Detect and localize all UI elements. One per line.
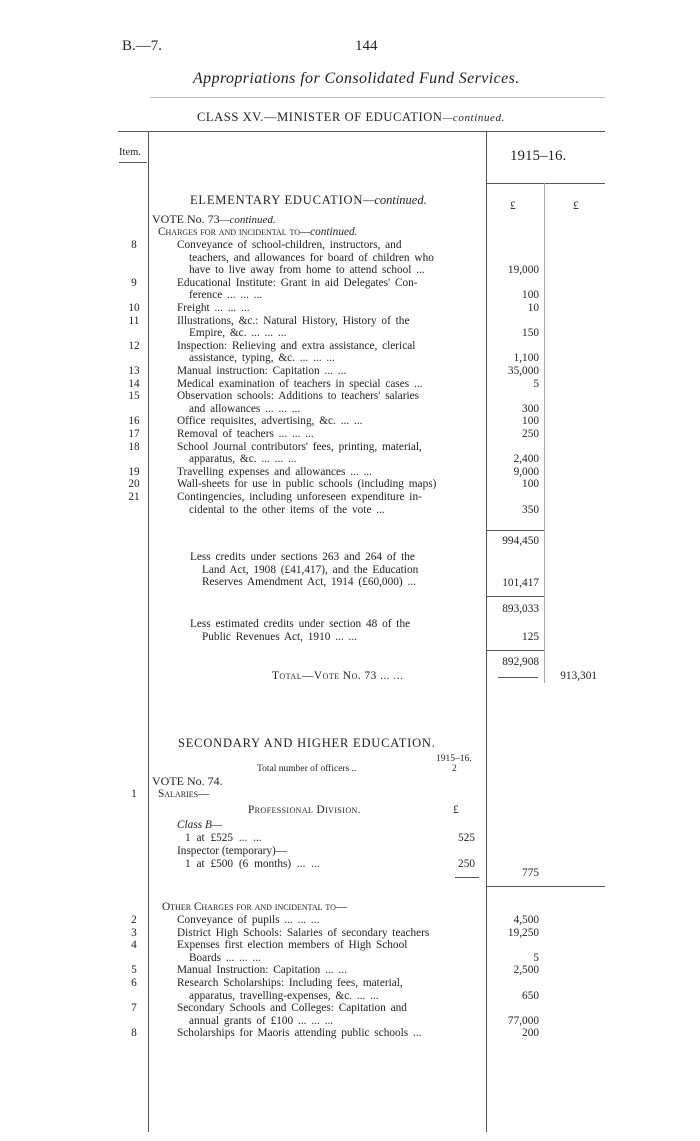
page-title: Appropriations for Consolidated Fund Services.	[193, 70, 520, 87]
elementary-item-number: 15	[128, 390, 140, 403]
class-heading-text: CLASS XV.—MINISTER OF EDUCATION	[197, 110, 443, 124]
elementary-item-number: 14	[128, 377, 140, 390]
elementary-item-text: Manual instruction: Capitation ... ...	[177, 365, 347, 377]
pound-symbol-1: £	[510, 200, 516, 212]
secondary-item-text: Boards ... ... ...	[189, 951, 261, 964]
secondary-item-text: Conveyance of pupils ... ... ...	[177, 914, 320, 926]
professional-division: Professional Division.	[248, 804, 361, 816]
elementary-item-number: 21	[128, 491, 140, 503]
secondary-item-number: 3	[131, 926, 137, 939]
elementary-item-text: assistance, typing, &c. ... ... ...	[189, 352, 335, 365]
salaries-rule	[455, 877, 479, 878]
table-top-rule	[118, 131, 605, 132]
year-header-rule	[486, 183, 605, 184]
elementary-item-text: Travelling expenses and allowances ... ...	[177, 465, 372, 478]
secondary-item-number: 6	[131, 977, 137, 989]
elementary-item-number: 16	[128, 415, 140, 428]
item-column-divider	[148, 132, 149, 1132]
elementary-item-text: Medical examination of teachers in special cases ...	[177, 377, 423, 390]
elementary-heading-cont: —continued.	[363, 193, 427, 207]
less-credits-1-text: Reserves Amendment Act, 1914 (£60,000) ...	[202, 576, 416, 589]
secondary-item-text: annual grants of £100 ... ... ...	[189, 1014, 334, 1027]
elementary-item-text: Office requisites, advertising, &c. ... ...	[177, 415, 363, 428]
elementary-item-text: Contingencies, including unforeseen expenditure in-	[177, 491, 422, 503]
less-credits-2-text: Public Revenues Act, 1910 ... ...	[202, 630, 357, 643]
total-dash	[498, 677, 538, 678]
secondary-item-number: 5	[131, 964, 137, 977]
year-column-header: 1915–16.	[510, 148, 567, 164]
class-heading	[197, 110, 505, 125]
less-credits-1-amount: 101,417	[502, 577, 539, 589]
vote-74-label: VOTE No. 74.	[152, 774, 223, 788]
elementary-item-amount: 300	[522, 402, 539, 415]
secondary-item-amount: 2,500	[513, 964, 539, 977]
charges-text: Charges for and incidental to	[158, 226, 301, 238]
elementary-item-text: Observation schools: Additions to teachers' salaries	[177, 390, 420, 403]
less-credits-1-text: Less credits under sections 263 and 264 of the	[190, 551, 415, 563]
elementary-item-text: and allowances ... ... ...	[189, 402, 301, 415]
elementary-item-amount: 350	[522, 503, 539, 516]
elementary-item-amount: 100	[522, 478, 539, 491]
less-credits-2-text: Less estimated credits under section 48 of the	[190, 618, 411, 630]
salaries-total: 775	[522, 867, 539, 879]
less-credits-1-text: Land Act, 1908 (£41,417), and the Education	[202, 563, 419, 576]
subtotal-2: 893,033	[502, 603, 539, 615]
salary-2-label: 1 at £500 (6 months) ... ...	[185, 858, 320, 870]
pound-symbol-2: £	[573, 200, 579, 212]
officers-count: 2	[452, 764, 457, 774]
document-ref: B.—7.	[122, 38, 163, 54]
elementary-item-text: Conveyance of school-children, instructors, and	[177, 239, 402, 251]
secondary-heading: SECONDARY AND HIGHER EDUCATION.	[178, 736, 436, 750]
elementary-item-amount: 2,400	[513, 453, 539, 466]
class-heading-cont: —continued.	[442, 112, 505, 124]
salary-2-amount: 250	[458, 858, 475, 870]
elementary-item-text: apparatus, &c. ... ... ...	[189, 453, 297, 466]
elementary-item-amount: 250	[522, 428, 539, 440]
secondary-item-amount: 5	[533, 951, 539, 964]
elementary-item-amount: 100	[522, 289, 539, 302]
elementary-heading	[190, 193, 427, 208]
elementary-item-number: 12	[128, 339, 140, 352]
page-number: 144	[355, 38, 378, 54]
other-charges-label: Other Charges for and incidental to—	[162, 901, 348, 913]
secondary-item-text: Scholarships for Maoris attending public schools ...	[177, 1027, 422, 1040]
secondary-item-text: Manual Instruction: Capitation ... ...	[177, 964, 347, 977]
elementary-item-text: Removal of teachers ... ... ...	[177, 428, 314, 440]
secondary-item-text: Research Scholarships: Including fees, material,	[177, 977, 403, 989]
charges-label	[158, 226, 357, 239]
total-vote-73-amount: 913,301	[560, 670, 597, 682]
elementary-item-number: 9	[131, 276, 137, 289]
elementary-item-amount: 100	[522, 415, 539, 428]
elementary-item-number: 11	[128, 314, 140, 327]
vote-73-cont: —continued.	[219, 214, 276, 226]
elementary-item-amount: 150	[522, 327, 539, 340]
elementary-item-number: 20	[128, 478, 140, 491]
secondary-year: 1915–16.	[436, 754, 472, 764]
secondary-item-amount: 19,250	[507, 926, 539, 939]
elementary-item-text: Freight ... ... ...	[177, 302, 250, 314]
secondary-item-number: 2	[131, 914, 137, 926]
elementary-item-text: have to live away from home to attend school ...	[189, 264, 425, 277]
elementary-item-number: 8	[131, 239, 137, 251]
title-rule	[150, 97, 605, 98]
secondary-item-text: District High Schools: Salaries of secondary teachers	[177, 926, 430, 939]
elementary-heading-text: ELEMENTARY EDUCATION	[190, 193, 364, 207]
elementary-item-text: Illustrations, &c.: Natural History, History of the	[177, 314, 410, 327]
secondary-item-text: Expenses first election members of High School	[177, 939, 408, 952]
subtotal3-rule	[487, 650, 544, 651]
secondary-item-amount: 650	[522, 989, 539, 1002]
elementary-item-amount: 19,000	[507, 264, 539, 277]
elementary-item-text: Wall-sheets for use in public schools (including maps)	[177, 478, 437, 491]
officers-label: Total number of officers ..	[257, 764, 357, 774]
elementary-item-amount: 9,000	[513, 465, 539, 478]
secondary-item-text: Secondary Schools and Colleges: Capitation and	[177, 1002, 407, 1015]
salary-1-label: 1 at £525 ... ...	[185, 832, 262, 844]
item-number: 1	[131, 788, 137, 800]
elementary-item-amount: 5	[533, 377, 539, 390]
elementary-item-number: 13	[128, 365, 140, 377]
elementary-item-text: Empire, &c. ... ... ...	[189, 327, 287, 340]
elementary-item-number: 18	[128, 440, 140, 453]
vote-73-label	[152, 212, 276, 227]
pound-symbol-3: £	[453, 804, 459, 816]
elementary-item-text: School Journal contributors' fees, printing, material,	[177, 440, 422, 453]
elementary-item-amount: 1,100	[513, 352, 539, 365]
subtotal2-rule	[487, 596, 544, 597]
elementary-item-number: 10	[128, 302, 140, 314]
secondary-item-text: apparatus, travelling-expenses, &c. ... ...	[189, 989, 379, 1002]
elementary-item-amount: 35,000	[507, 365, 539, 377]
less-credits-2-amount: 125	[522, 631, 539, 643]
secondary-item-amount: 200	[522, 1027, 539, 1040]
class-b-label: Class B—	[177, 819, 222, 831]
charges-cont: —continued.	[300, 226, 358, 238]
elementary-item-text: cidental to the other items of the vote ...	[189, 503, 385, 516]
secondary-item-number: 4	[131, 939, 137, 952]
item-header-rule	[119, 162, 147, 163]
subtotal-3: 892,908	[502, 656, 539, 668]
secondary-item-number: 8	[131, 1027, 137, 1040]
secondary-section-rule	[487, 886, 605, 887]
elementary-item-text: ference ... ... ...	[189, 289, 263, 302]
vote-73-text: VOTE No. 73	[152, 212, 220, 226]
subtotal1-rule	[487, 530, 544, 531]
secondary-item-amount: 4,500	[513, 914, 539, 926]
secondary-item-number: 7	[131, 1002, 137, 1015]
elementary-item-number: 17	[128, 428, 140, 440]
salary-1-amount: 525	[458, 832, 475, 844]
elementary-item-text: teachers, and allowances for board of children who	[189, 251, 434, 264]
inspector-label: Inspector (temporary)—	[177, 845, 288, 857]
subtotal-1: 994,450	[502, 535, 539, 547]
item-column-header: Item.	[119, 147, 141, 158]
elementary-item-amount: 10	[527, 302, 539, 314]
secondary-item-amount: 77,000	[507, 1014, 539, 1027]
elementary-item-text: Educational Institute: Grant in aid Delegates' Con-	[177, 276, 418, 289]
elementary-item-number: 19	[128, 465, 140, 478]
total-vote-73-label: Total—Vote No. 73 ... ...	[272, 670, 404, 682]
salaries-label: Salaries—	[158, 788, 210, 800]
elementary-item-text: Inspection: Relieving and extra assistance, clerical	[177, 339, 416, 352]
subcolumn-divider	[544, 183, 545, 683]
